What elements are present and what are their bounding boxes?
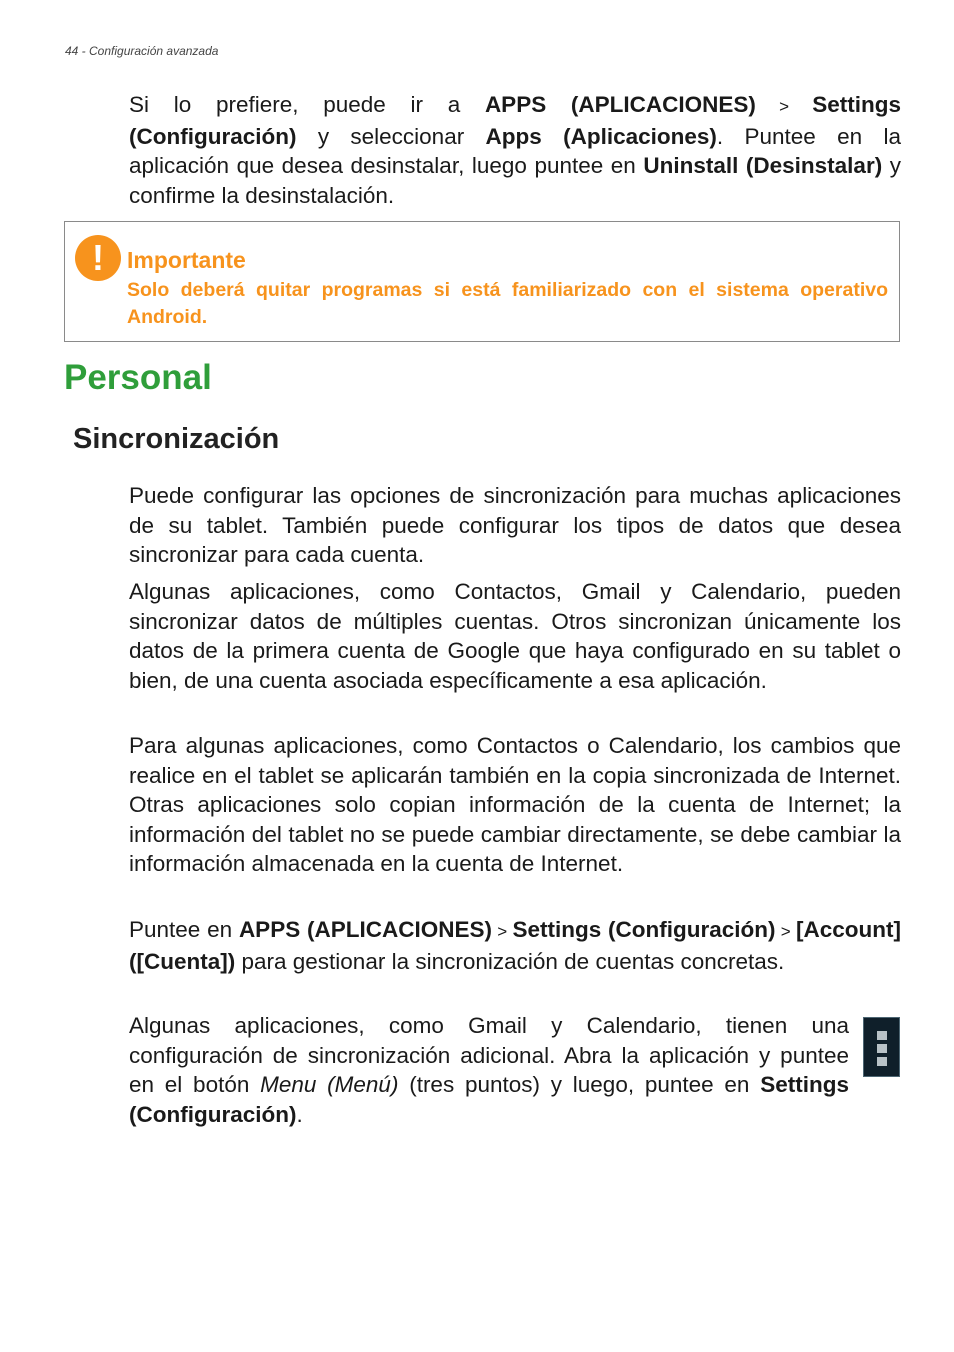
overflow-menu-icon [863,1017,900,1077]
subsection-title: Sincronización [73,423,280,455]
notice-title: Importante [127,247,246,273]
body-paragraph: Para algunas aplicaciones, como Contactos o Calendario, los cambios que realice en el tablet se aplicarán también en la copia sincronizada de Internet. Otras aplicaciones solo copian información de la cuenta de Internet; la información del tablet no se puede cambiar directamente, se debe cambiar la información almacenada en la cuenta de Internet. [129,733,901,876]
page-header: 44 - Configuración avanzada [65,44,219,58]
body-paragraph: Puede configurar las opciones de sincronización para muchas aplicaciones de su tablet. También puede configurar los tipos de datos que desea sincronizar para cada cuenta. [129,483,901,567]
exclamation-icon: ! [75,235,121,281]
notice-body: Solo deberá quitar programas si está familiarizado con el sistema operativo Android. [127,279,888,328]
account-paragraph: Puntee en APPS (APLICACIONES) > Settings (Configuración) > [Account] ([Cuenta]) para gestionar la sincronización de cuentas concretas. [129,917,901,974]
important-notice [64,221,900,342]
intro-paragraph: Si lo prefiere, puede ir a APPS (APLICACIONES) > Settings (Configuración) y seleccionar Apps (Aplicaciones). Puntee en la aplicación que desea desinstalar, luego puntee en Uninstall (Desinstalar) y confirme la desinstalación. [129,92,902,208]
section-title: Personal [64,358,212,397]
menu-dot [877,1031,887,1040]
menu-dot [877,1057,887,1066]
menu-dot [877,1044,887,1053]
body-paragraph: Algunas aplicaciones, como Contactos, Gmail y Calendario, pueden sincronizar datos de múltiples cuentas. Otros sincronizan únicamente los datos de la primera cuenta de Google que haya configurado en su tablet o bien, de una cuenta asociada específicamente a esa aplicación. [129,579,901,693]
menu-paragraph: Algunas aplicaciones, como Gmail y Calendario, tienen una configuración de sincronización adicional. Abra la aplicación y puntee en el botón Menu (Menú) (tres puntos) y luego, puntee en Settings (Configuración). [129,1013,849,1127]
